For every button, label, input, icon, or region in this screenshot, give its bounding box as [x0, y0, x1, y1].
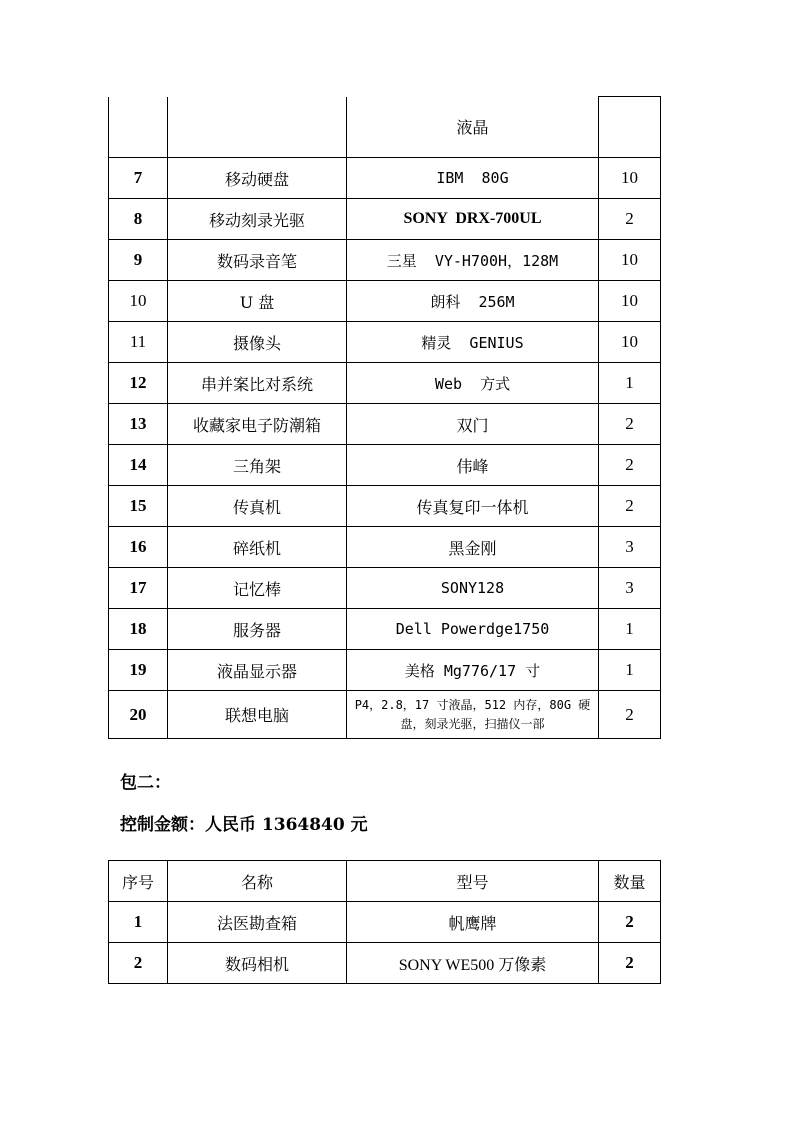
- no-cell: 9: [109, 240, 168, 281]
- name-cell: 三角架: [168, 445, 347, 486]
- model-cell: SONY WE500 万像素: [347, 943, 599, 984]
- table-row: [109, 609, 661, 650]
- equipment-table-continued: [108, 96, 661, 739]
- model-cell: Dell Powerdge1750: [347, 609, 599, 650]
- model-cell: 黑金刚: [347, 527, 599, 568]
- package-2-table: [108, 860, 661, 984]
- name-cell: 摄像头: [168, 322, 347, 363]
- table-row: [109, 902, 661, 943]
- qty-cell: 1: [599, 609, 661, 650]
- no-cell: 12: [109, 363, 168, 404]
- table-row: [109, 281, 661, 322]
- no-cell: 15: [109, 486, 168, 527]
- qty-cell: 2: [599, 902, 661, 943]
- model-cell: 帆鹰牌: [347, 902, 599, 943]
- qty-cell: 2: [599, 486, 661, 527]
- qty-cell: 2: [599, 445, 661, 486]
- name-cell: 服务器: [168, 609, 347, 650]
- no-cell: 1: [109, 902, 168, 943]
- table-row: [109, 199, 661, 240]
- qty-cell: [599, 97, 661, 158]
- qty-cell: 2: [599, 691, 661, 739]
- table-row: [109, 363, 661, 404]
- qty-cell: 3: [599, 568, 661, 609]
- no-cell: [109, 97, 168, 158]
- model-cell: 伟峰: [347, 445, 599, 486]
- table-row: [109, 527, 661, 568]
- qty-cell: 3: [599, 527, 661, 568]
- table-row: [109, 404, 661, 445]
- table-row: [109, 445, 661, 486]
- model-cell: Web 方式: [347, 363, 599, 404]
- model-cell: SONY DRX-700UL: [347, 199, 599, 240]
- name-cell: 串并案比对系统: [168, 363, 347, 404]
- table-row: [109, 322, 661, 363]
- model-cell: SONY128: [347, 568, 599, 609]
- name-cell: 联想电脑: [168, 691, 347, 739]
- table-row: [109, 240, 661, 281]
- name-cell: 液晶显示器: [168, 650, 347, 691]
- model-cell: 三星 VY-H700H，128M: [347, 240, 599, 281]
- name-cell: 移动刻录光驱: [168, 199, 347, 240]
- qty-cell: 2: [599, 943, 661, 984]
- name-cell: 记忆棒: [168, 568, 347, 609]
- table-row: [109, 568, 661, 609]
- model-cell: 美格 Mg776/17 寸: [347, 650, 599, 691]
- qty-cell: 10: [599, 240, 661, 281]
- name-cell: 法医勘查箱: [168, 902, 347, 943]
- table-row: [109, 97, 661, 158]
- qty-cell: 10: [599, 158, 661, 199]
- qty-cell: 2: [599, 199, 661, 240]
- no-cell: 2: [109, 943, 168, 984]
- no-cell: 7: [109, 158, 168, 199]
- header-no: 序号: [109, 861, 168, 902]
- name-cell: 传真机: [168, 486, 347, 527]
- model-cell: 朗科 256M: [347, 281, 599, 322]
- name-cell: [168, 97, 347, 158]
- qty-cell: 10: [599, 281, 661, 322]
- name-cell: 碎纸机: [168, 527, 347, 568]
- no-cell: 19: [109, 650, 168, 691]
- table-header-row: [109, 861, 661, 902]
- name-cell: U 盘: [168, 281, 347, 322]
- qty-cell: 10: [599, 322, 661, 363]
- control-amount: 控制金额：人民币 1364840 元: [120, 815, 368, 835]
- model-cell: IBM 80G: [347, 158, 599, 199]
- model-cell: 传真复印一体机: [347, 486, 599, 527]
- qty-cell: 1: [599, 650, 661, 691]
- qty-cell: 2: [599, 404, 661, 445]
- name-cell: 数码相机: [168, 943, 347, 984]
- header-model: 型号: [347, 861, 599, 902]
- no-cell: 17: [109, 568, 168, 609]
- no-cell: 10: [109, 281, 168, 322]
- header-name: 名称: [168, 861, 347, 902]
- no-cell: 14: [109, 445, 168, 486]
- table-row: [109, 691, 661, 739]
- model-cell: 精灵 GENIUS: [347, 322, 599, 363]
- no-cell: 8: [109, 199, 168, 240]
- header-qty: 数量: [599, 861, 661, 902]
- model-cell: 液晶: [347, 97, 599, 158]
- no-cell: 13: [109, 404, 168, 445]
- table-row: [109, 650, 661, 691]
- no-cell: 16: [109, 527, 168, 568]
- no-cell: 11: [109, 322, 168, 363]
- no-cell: 20: [109, 691, 168, 739]
- no-cell: 18: [109, 609, 168, 650]
- model-cell: P4，2.8，17 寸液晶，512 内存，80G 硬盘，刻录光驱，扫描仪一部: [347, 691, 599, 739]
- model-cell: 双门: [347, 404, 599, 445]
- package-2-label: 包二：: [120, 773, 171, 793]
- table-row: [109, 158, 661, 199]
- name-cell: 收藏家电子防潮箱: [168, 404, 347, 445]
- name-cell: 移动硬盘: [168, 158, 347, 199]
- table-row: [109, 486, 661, 527]
- qty-cell: 1: [599, 363, 661, 404]
- table-row: [109, 943, 661, 984]
- name-cell: 数码录音笔: [168, 240, 347, 281]
